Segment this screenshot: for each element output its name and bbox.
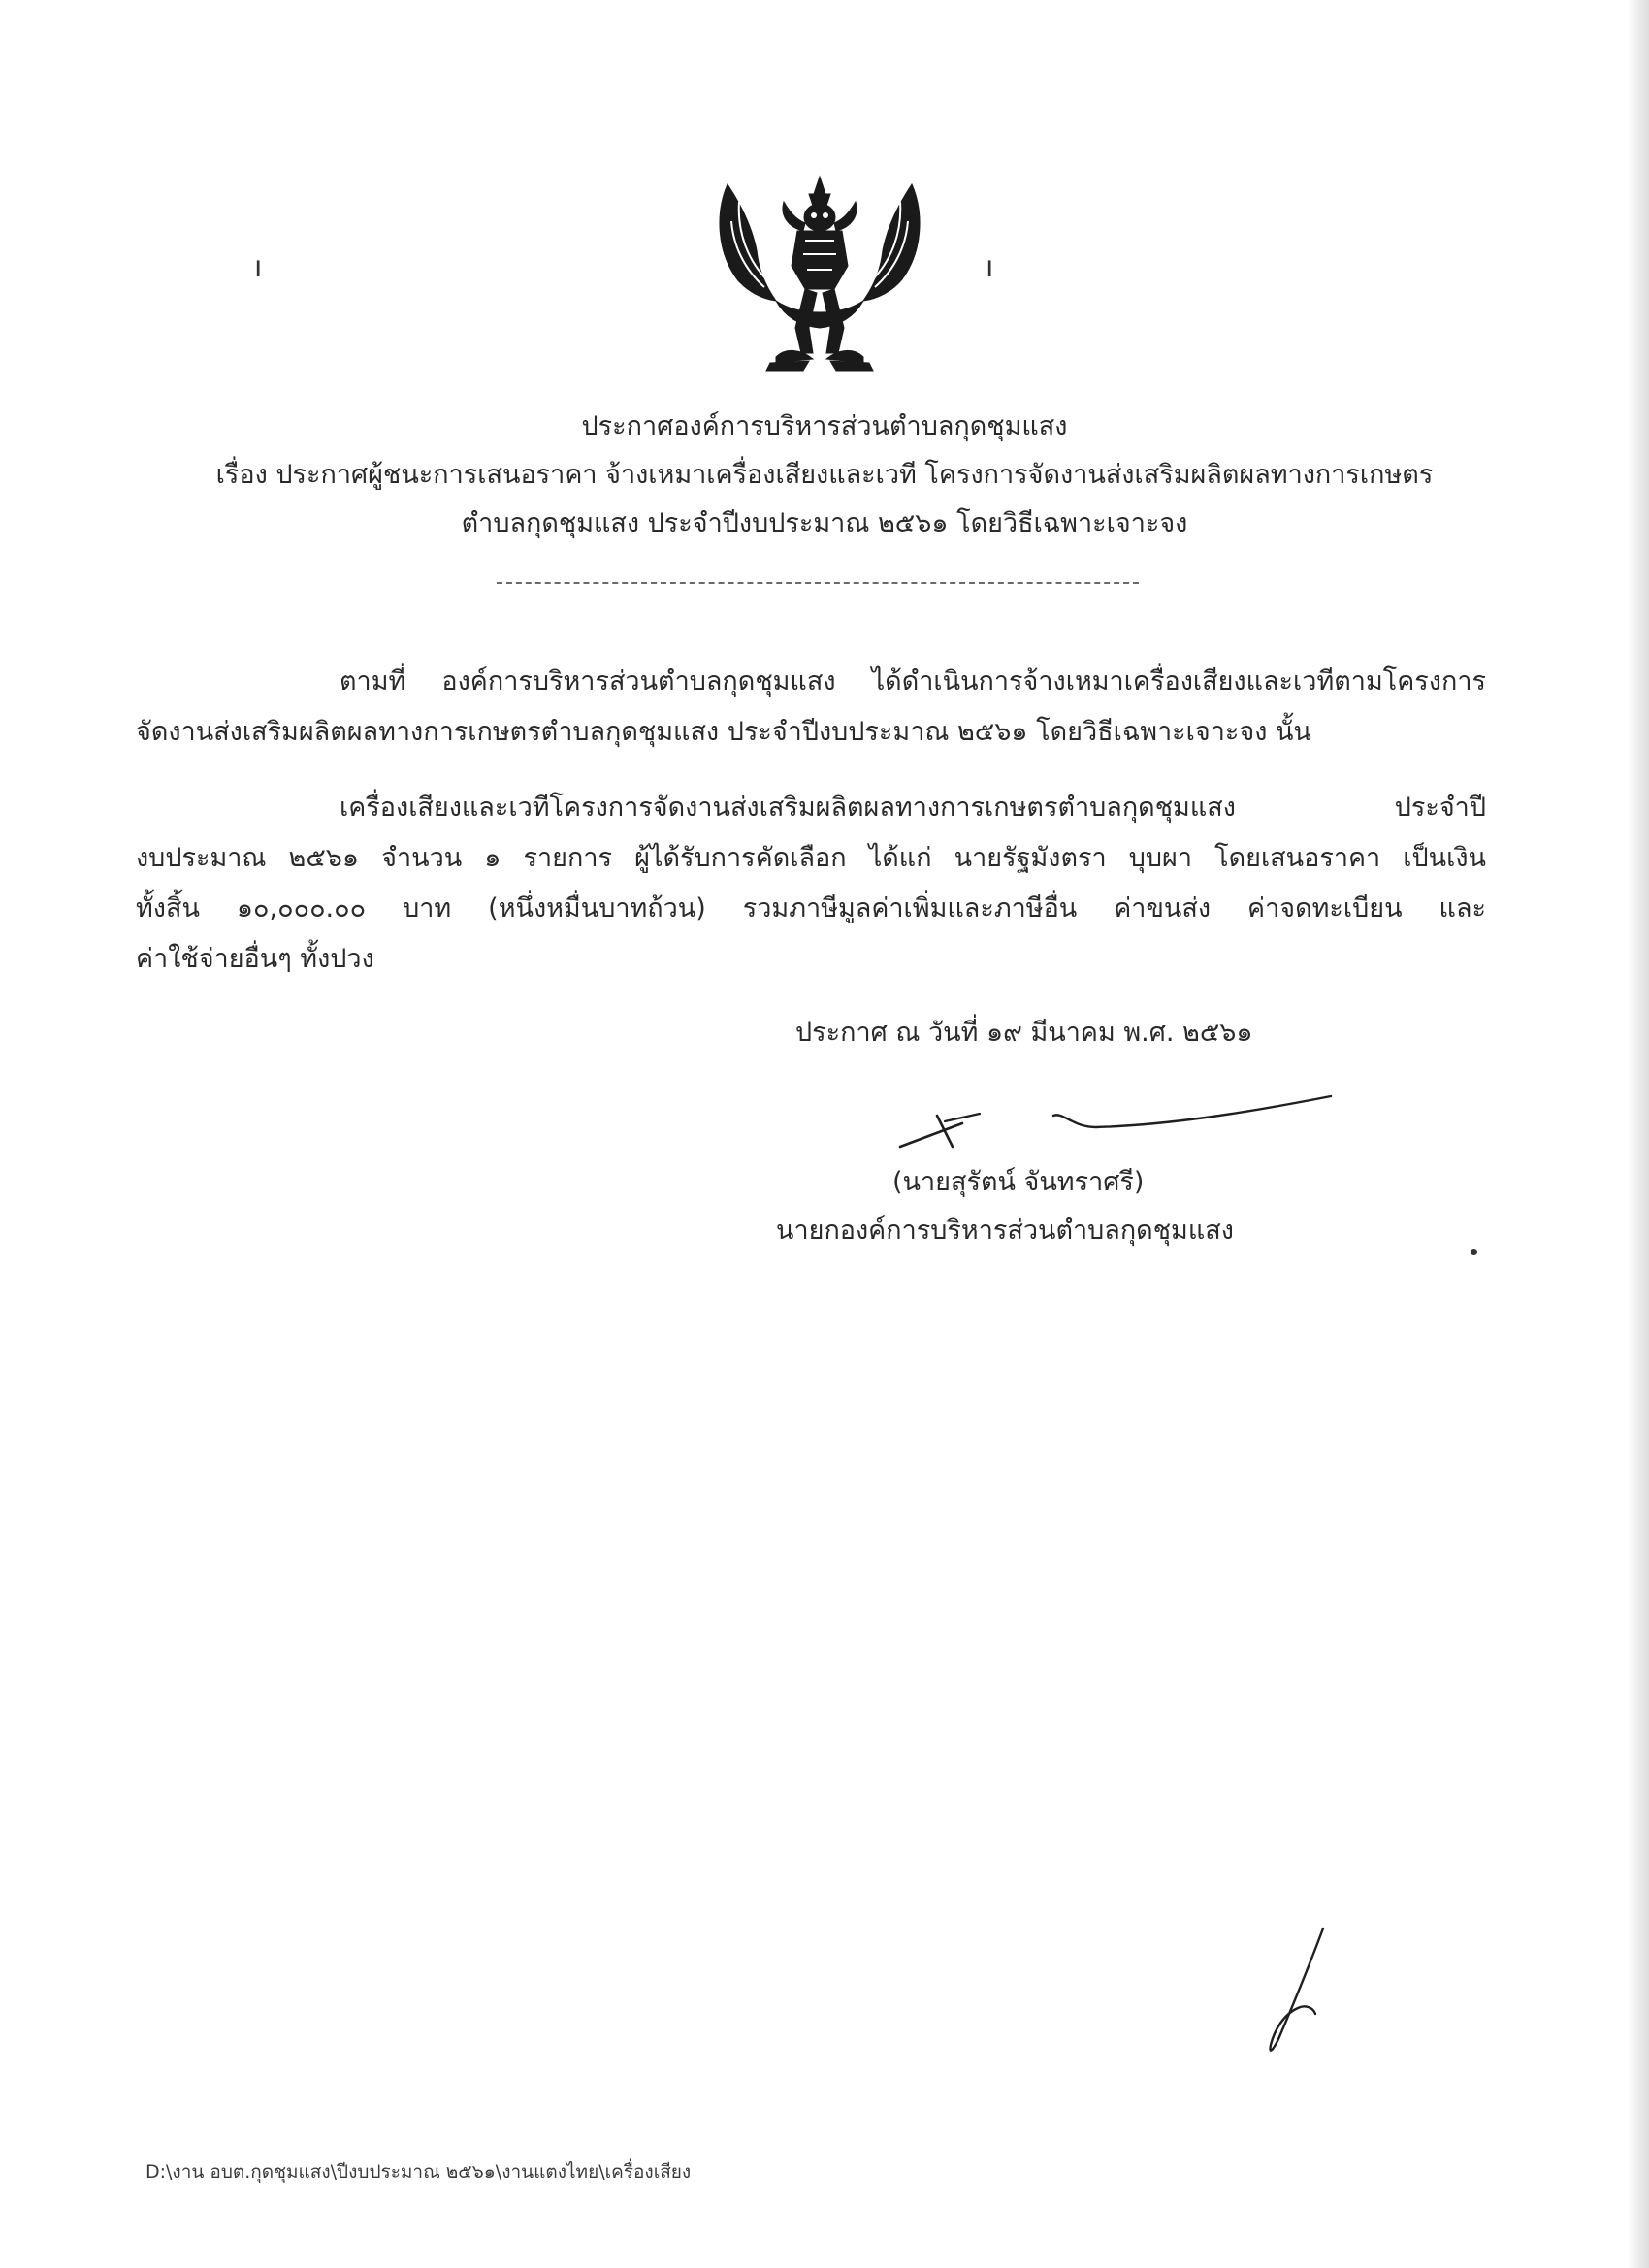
paragraph-1-line-2: จัดงานส่งเสริมผลิตผลทางการเกษตรตำบลกุดชุมแสง ประจำปีงบประมาณ ๒๕๖๑ โดยวิธีเฉพาะเจาะจง นั้น <box>136 717 1311 747</box>
paragraph-2-line-2: งบประมาณ ๒๕๖๑ จำนวน ๑ รายการ ผู้ได้รับการคัดเลือก ได้แก่ นายรัฐมังตรา บุบผา โดยเสนอราคา เป็นเงิน <box>136 843 1486 873</box>
announcement-title: ประกาศองค์การบริหารส่วนตำบลกุดชุมแสง <box>581 411 1068 441</box>
signatory-position: นายกองค์การบริหารส่วนตำบลกุดชุมแสง <box>776 1215 1234 1246</box>
scan-edge-shadow <box>1628 0 1649 2268</box>
signature-mark <box>892 1077 1339 1164</box>
file-path-footer: D:\งาน อบต.กุดชุมแสง\ปีงบประมาณ ๒๕๖๑\งานแตงไทย\เครื่องเสียง <box>146 2161 692 2183</box>
paragraph-2-line-1: เครื่องเสียงและเวทีโครงการจัดงานส่งเสริมผลิตผลทางการเกษตรตำบลกุดชุมแสง ประจำปี <box>340 793 1486 823</box>
initials-mark <box>1261 1921 1339 2057</box>
paragraph-2-line-4: ค่าใช้จ่ายอื่นๆ ทั้งปวง <box>136 944 374 974</box>
signatory-name: (นายสุรัตน์ จันทราศรี) <box>892 1167 1145 1197</box>
announcement-subject-line-2: ตำบลกุดชุมแสง ประจำปีงบประมาณ ๒๕๖๑ โดยวิธีเฉพาะเจาะจง <box>461 508 1188 538</box>
dashed-separator <box>497 582 1139 584</box>
scan-speck <box>1471 1249 1477 1255</box>
garuda-emblem-icon <box>708 173 931 376</box>
scan-mark-left: ı <box>254 250 263 284</box>
paragraph-2-line-3: ทั้งสิ้น ๑๐,๐๐๐.๐๐ บาท (หนึ่งหมื่นบาทถ้วน) รวมภาษีมูลค่าเพิ่มและภาษีอื่น ค่าขนส่ง ค่าจดทะเบียน และ <box>136 893 1486 923</box>
scan-mark-right: ı <box>986 250 994 284</box>
paragraph-1-line-1: ตามที่ องค์การบริหารส่วนตำบลกุดชุมแสง ได้ดำเนินการจ้างเหมาเครื่องเสียงและเวทีตามโครงการ <box>340 666 1486 697</box>
announcement-subject-line-1: เรื่อง ประกาศผู้ชนะการเสนอราคา จ้างเหมาเครื่องเสียงและเวที โครงการจัดงานส่งเสริมผลิตผลทางการเกษตร <box>215 460 1434 490</box>
announcement-date: ประกาศ ณ วันที่ ๑๙ มีนาคม พ.ศ. ๒๕๖๑ <box>795 1018 1253 1048</box>
